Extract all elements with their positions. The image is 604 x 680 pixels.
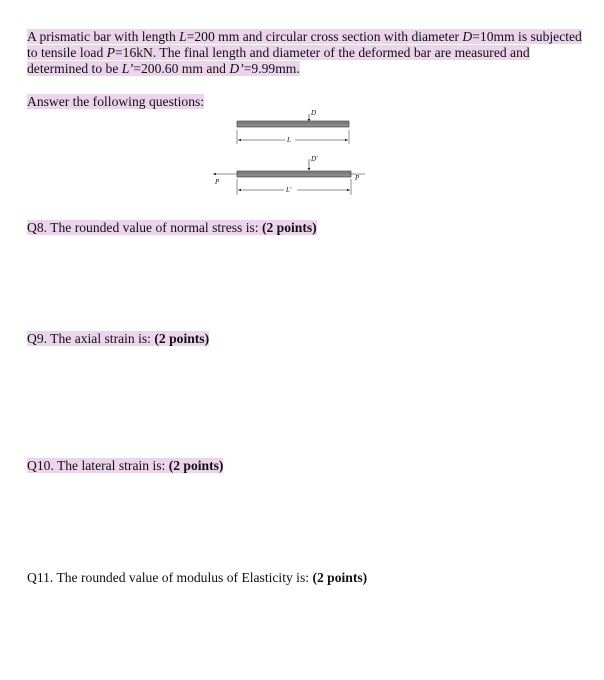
var-L: L [179,29,187,44]
label-D: D [311,109,317,117]
label-L: L [287,136,291,144]
points-label: (2 points) [261,220,317,235]
problem-statement [27,29,583,77]
question-q11: Q11. The rounded value of modulus of Elasticity is: (2 points) [27,570,368,585]
deformed-bar [237,171,351,177]
var-D-prime: D’ [229,61,244,76]
var-L-prime: L’ [121,61,134,76]
var-D: D [462,29,473,44]
label-L-prime: L' [286,186,292,194]
question-q9: Q9. The axial strain is: (2 points) [27,331,210,346]
var-P: P [106,45,115,60]
points-label: (2 points) [168,458,224,473]
label-D-prime: D' [311,155,318,163]
question-q8: Q8. The rounded value of normal stress is: (2 points) [27,220,317,235]
label-P-left: P [215,178,220,186]
answer-prompt: Answer the following questions: [27,94,205,109]
points-label: (2 points) [154,331,210,346]
label-P-right: P [355,174,360,182]
problem-text: A prismatic bar with length L=200 mm and circular cross section with diameter D=10mm is subjected to tensile load P=16kN. The final length and diameter of the deformed bar are measured and determined to be L’=200.60 mm and D’=9.99mm. [27,29,582,76]
points-label: (2 points) [312,570,368,585]
question-q10: Q10. The lateral strain is: (2 points) [27,458,224,473]
undeformed-bar [237,121,349,127]
bar-diagram [205,104,365,196]
